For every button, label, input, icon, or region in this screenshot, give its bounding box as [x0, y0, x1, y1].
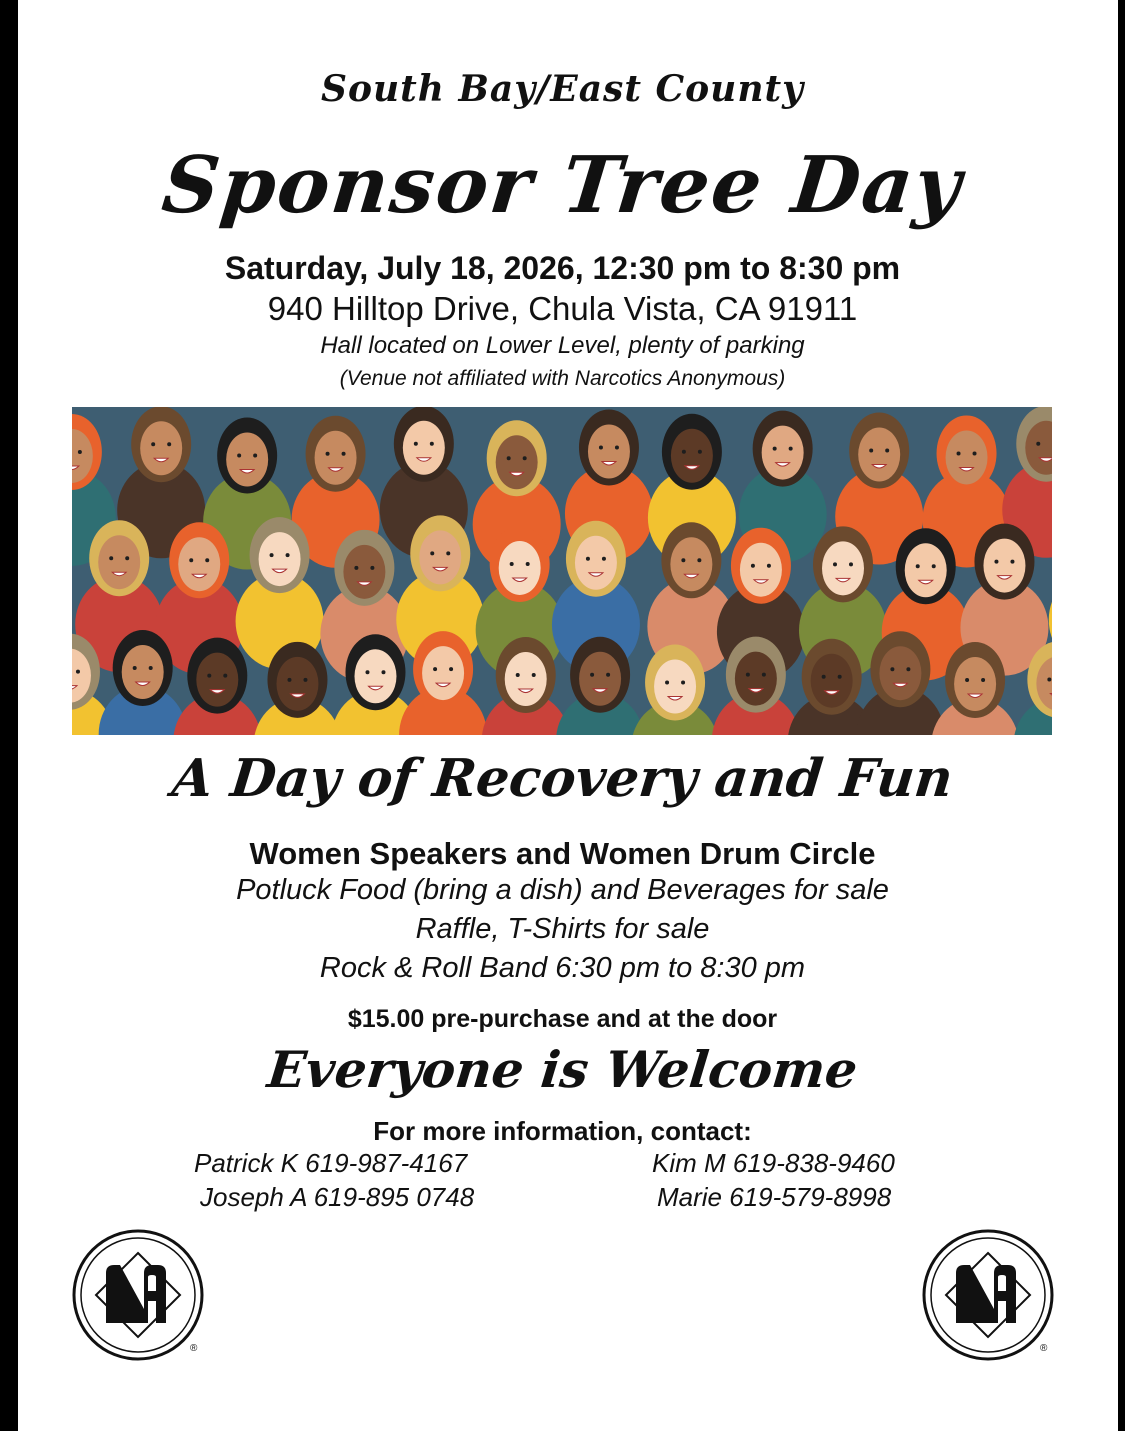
contact-kim: Kim M 619-838-9460	[652, 1148, 895, 1178]
page-title: Sponsor Tree Day	[158, 140, 967, 231]
feature-raffle: Raffle, T-Shirts for sale	[415, 913, 710, 945]
event-address: 940 Hilltop Drive, Chula Vista, CA 91911	[267, 290, 858, 327]
ticket-price: $15.00 pre-purchase and at the door	[347, 1005, 778, 1033]
venue-disclaimer: (Venue not affiliated with Narcotics Anonymous)	[339, 367, 786, 390]
na-logo-icon	[68, 1225, 208, 1365]
feature-band: Rock & Roll Band 6:30 pm to 8:30 pm	[319, 952, 806, 984]
crowd-illustration	[72, 407, 1052, 735]
na-logo-icon	[918, 1225, 1058, 1365]
registered-mark: ®	[190, 1343, 198, 1354]
subhead: South Bay/East County	[320, 68, 805, 110]
crowd-illustration-svg	[72, 407, 1052, 735]
contact-marie: Marie 619-579-8998	[657, 1182, 892, 1212]
feature-speakers: Women Speakers and Women Drum Circle	[249, 836, 876, 871]
contact-heading: For more information, contact:	[373, 1116, 752, 1146]
contact-patrick: Patrick K 619-987-4167	[194, 1148, 468, 1178]
registered-mark: ®	[1040, 1343, 1048, 1354]
tagline: A Day of Recovery and Fun	[169, 748, 956, 809]
feature-potluck: Potluck Food (bring a dish) and Beverages for sale	[236, 874, 889, 906]
event-date-time: Saturday, July 18, 2026, 12:30 pm to 8:30 pm	[224, 250, 901, 286]
welcome-line: Everyone is Welcome	[264, 1040, 861, 1099]
hall-note: Hall located on Lower Level, plenty of parking	[320, 332, 805, 359]
contact-joseph: Joseph A 619-895 0748	[200, 1182, 475, 1212]
